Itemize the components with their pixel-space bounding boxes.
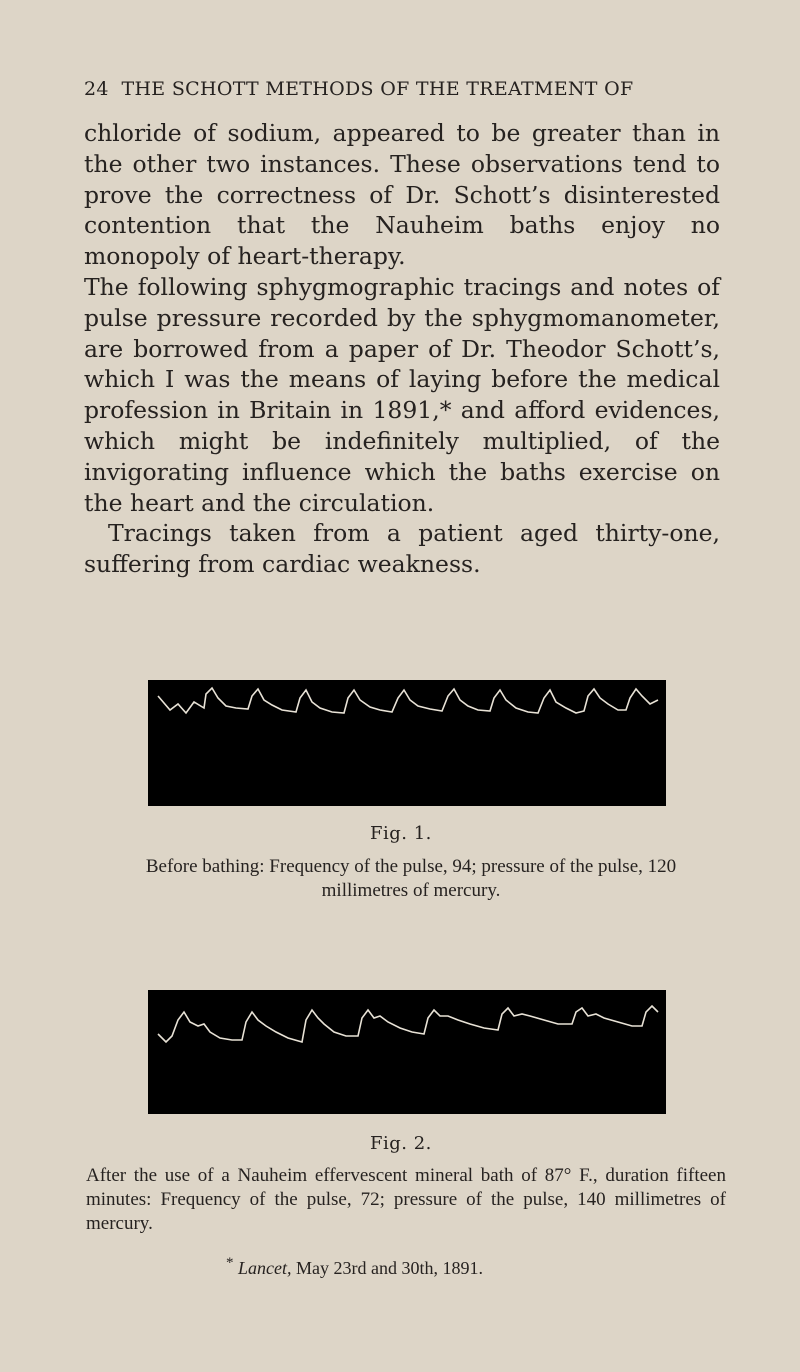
figure-2-label: Fig. 2. [370,1133,432,1154]
running-title: THE SCHOTT METHODS OF THE TREATMENT OF [121,78,634,100]
figure-2-tracing [148,990,666,1114]
paragraph-3: Tracings taken from a patient aged thirty-one, suffering from cardiac weakness. [84,519,720,579]
figure-1-caption: Before bathing: Frequency of the pulse, 94; pressure of the pulse, 120 millimetres of mercury. [145,856,677,901]
footnote-text: May 23rd and 30th, 1891. [296,1258,483,1278]
paragraph-2: The following sphygmographic tracings and notes of pulse pressure recorded by the sphygmomanometer, are borrowed from a paper of Dr. Theodor Schott’s, which I was the means of laying before the medical profession in Britain in 1891,* and afford evidences, which might be indefinitely multiplied, of the invigorating influence which the baths exercise on the heart and the circulation. [84,272,720,517]
figure-1-pulse-wave [148,680,666,806]
figure-2-pulse-wave [148,990,666,1114]
running-header [84,78,633,100]
main-text [84,118,720,580]
figure-2-caption: After the use of a Nauheim effervescent mineral bath of 87° F., duration fifteen minutes: Frequency of the pulse, 72; pressure of the pulse, 140 millimetres of mercury. [86,1165,726,1234]
figure-1-tracing [148,680,666,806]
page-number: 24 [84,78,109,100]
footnote [226,1255,483,1279]
footnote-journal: Lancet, [238,1258,292,1278]
paragraph-1: chloride of sodium, appeared to be greater than in the other two instances. These observations tend to prove the correctness of Dr. Schott’s disinterested contention that the Nauheim baths enjoy no monopoly of heart-therapy. [84,119,720,271]
figure-1-label: Fig. 1. [370,823,432,844]
footnote-marker: * [226,1255,234,1271]
